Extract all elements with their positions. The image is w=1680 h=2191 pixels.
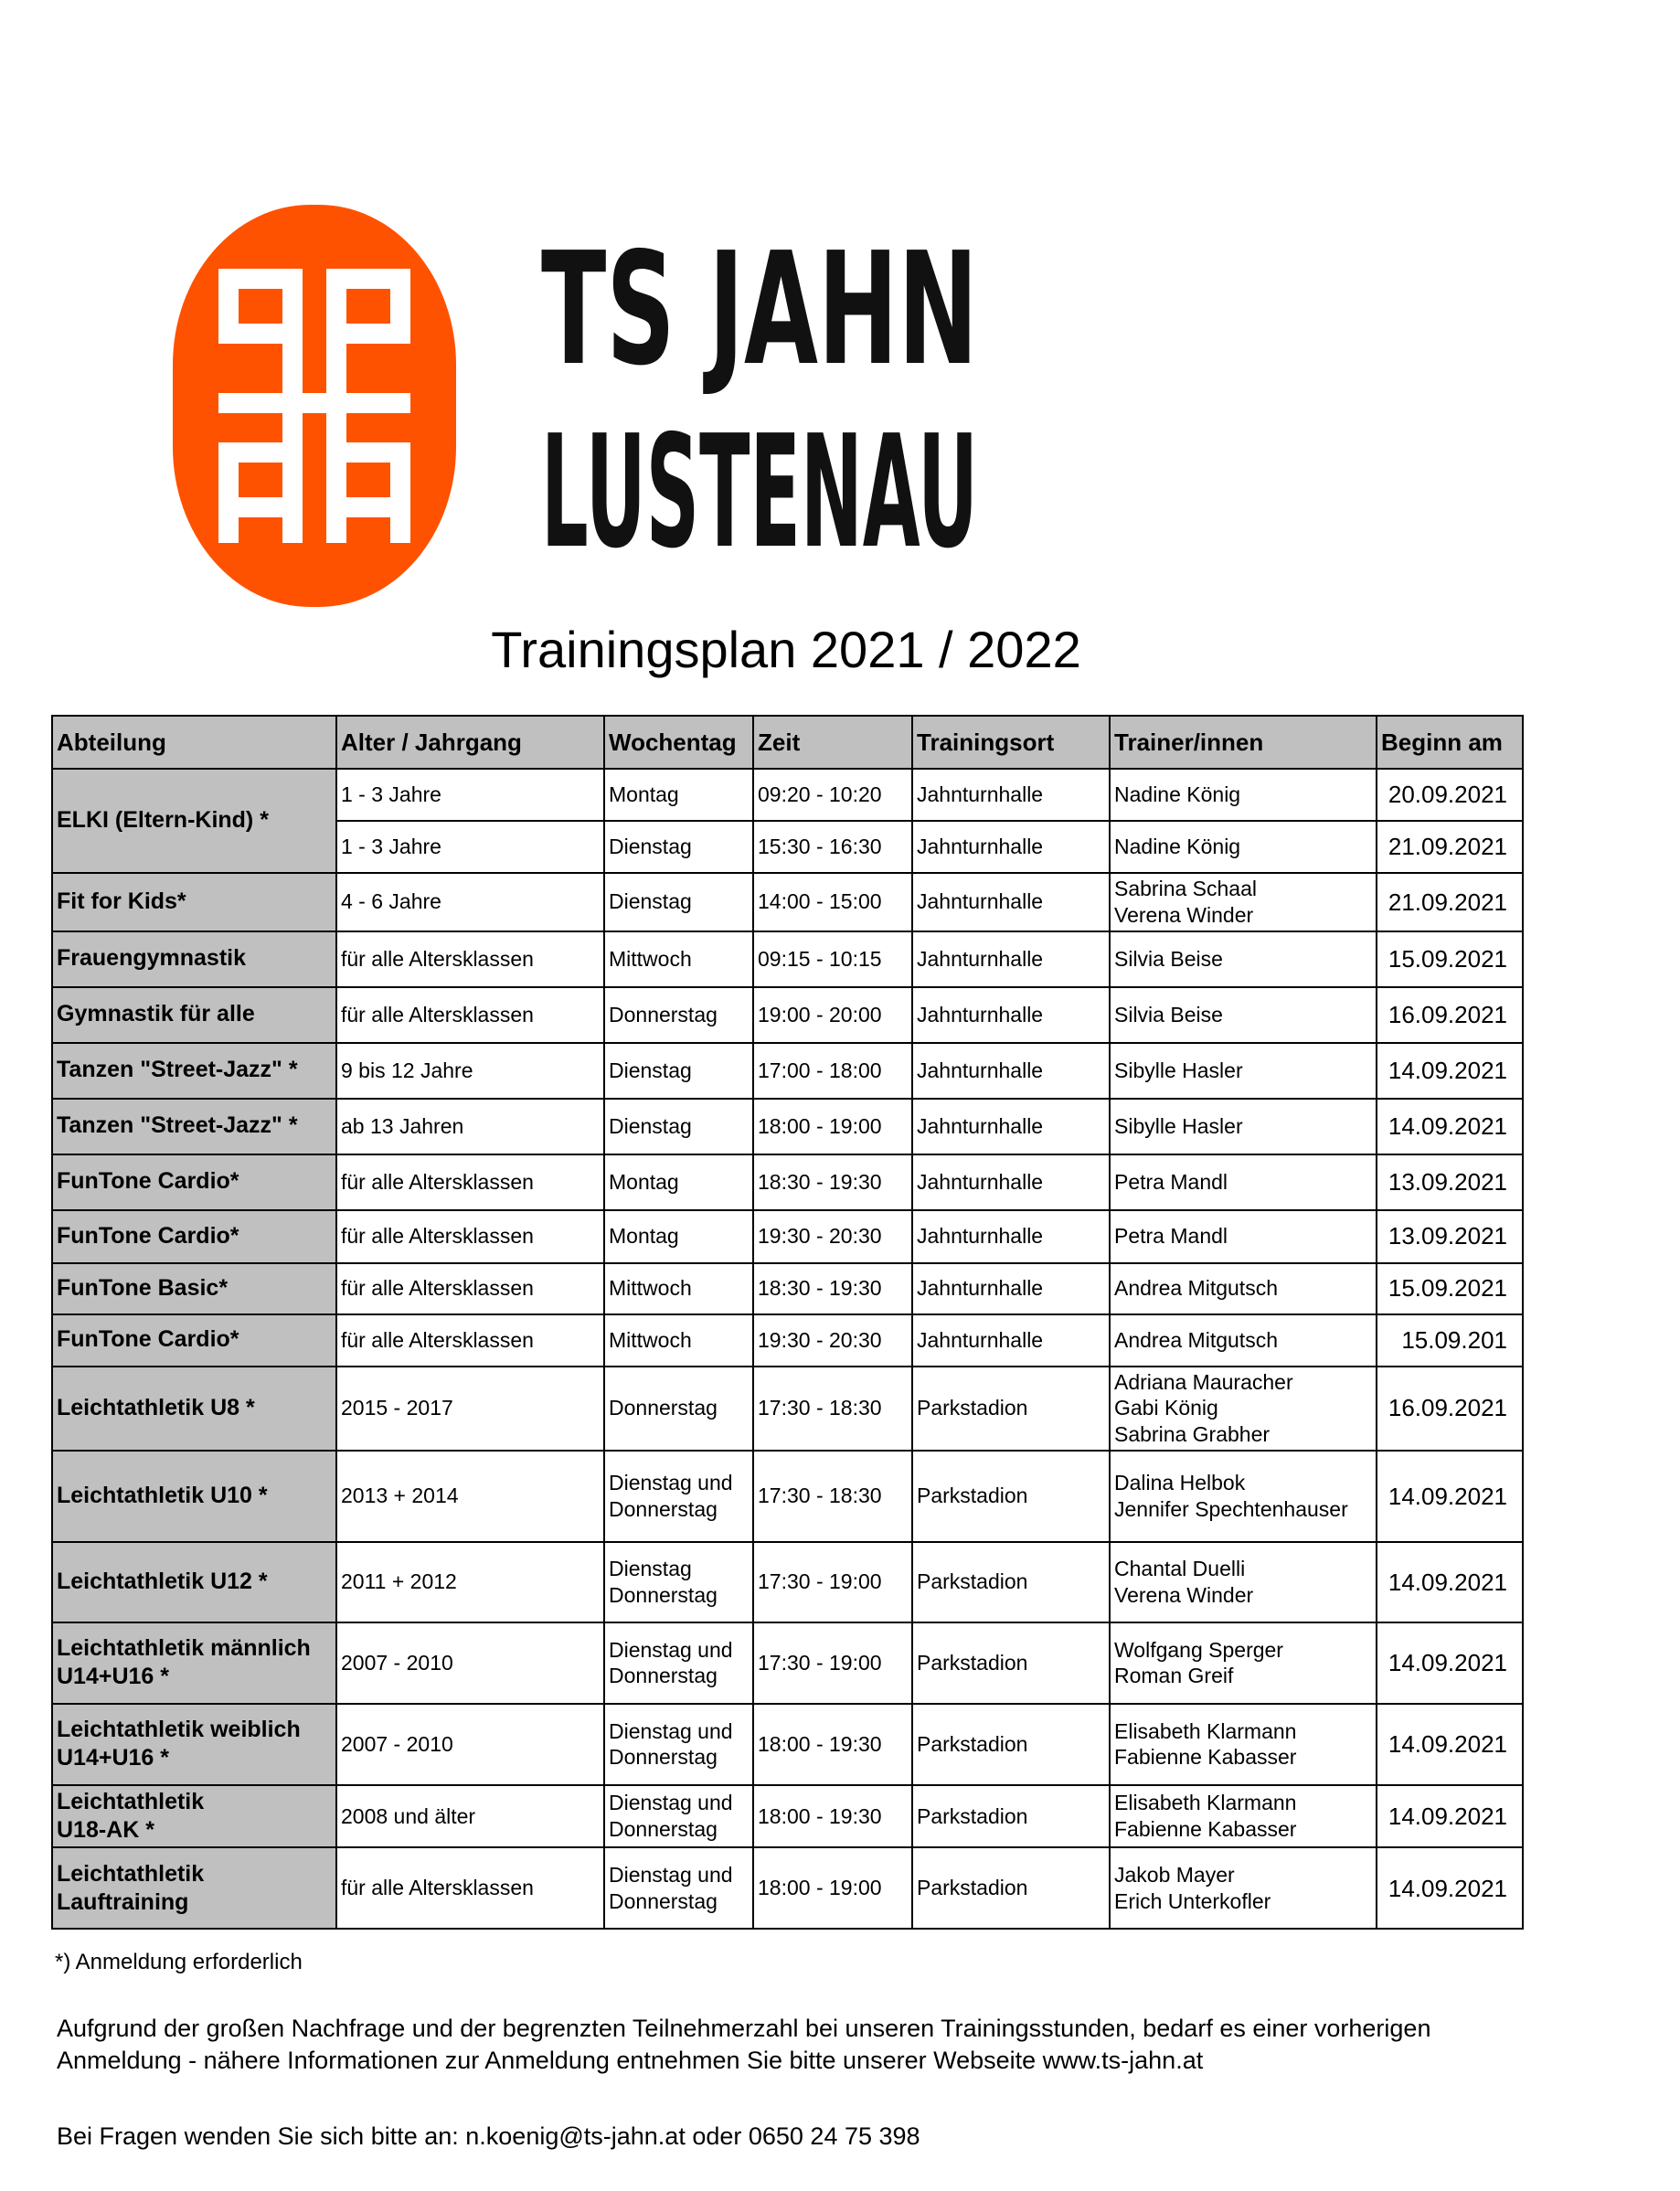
department-cell: FunTone Cardio* <box>52 1154 336 1210</box>
time-cell: 17:30 - 19:00 <box>753 1622 912 1704</box>
table-row <box>52 1099 1523 1154</box>
location-cell: Parkstadion <box>912 1785 1110 1848</box>
location-cell: Jahnturnhalle <box>912 821 1110 873</box>
header-time: Zeit <box>753 716 912 769</box>
footnote: *) Anmeldung erforderlich <box>55 1950 303 1974</box>
start-date-cell: 14.09.2021 <box>1377 1622 1523 1704</box>
department-cell: Leichtathletik Lauftraining <box>52 1847 336 1929</box>
start-date-cell: 21.09.2021 <box>1377 873 1523 931</box>
time-cell: 18:30 - 19:30 <box>753 1154 912 1210</box>
trainer-cell: Wolfgang Sperger Roman Greif <box>1110 1622 1377 1704</box>
training-schedule-table <box>51 715 1524 1930</box>
age-cell: für alle Altersklassen <box>336 1154 604 1210</box>
location-cell: Jahnturnhalle <box>912 1099 1110 1154</box>
time-cell: 17:30 - 18:30 <box>753 1451 912 1542</box>
start-date-cell: 14.09.2021 <box>1377 1847 1523 1929</box>
age-cell: ab 13 Jahren <box>336 1099 604 1154</box>
weekday-cell: Mittwoch <box>604 931 753 987</box>
time-cell: 09:15 - 10:15 <box>753 931 912 987</box>
logo-text-line2: LUSTENAU <box>541 402 978 583</box>
table-row <box>52 769 1523 821</box>
department-cell: FunTone Cardio* <box>52 1314 336 1367</box>
trainer-cell: Adriana Mauracher Gabi König Sabrina Grabher <box>1110 1367 1377 1451</box>
trainer-cell: Petra Mandl <box>1110 1210 1377 1263</box>
start-date-cell: 15.09.2021 <box>1377 931 1523 987</box>
time-cell: 15:30 - 16:30 <box>753 821 912 873</box>
weekday-cell: Dienstag und Donnerstag <box>604 1451 753 1542</box>
age-cell: 2007 - 2010 <box>336 1622 604 1704</box>
department-cell: Gymnastik für alle <box>52 987 336 1043</box>
location-cell: Jahnturnhalle <box>912 1043 1110 1099</box>
weekday-cell: Dienstag <box>604 1043 753 1099</box>
location-cell: Parkstadion <box>912 1622 1110 1704</box>
age-cell: für alle Altersklassen <box>336 987 604 1043</box>
age-cell: 1 - 3 Jahre <box>336 769 604 821</box>
start-date-cell: 14.09.2021 <box>1377 1099 1523 1154</box>
table-row <box>52 987 1523 1043</box>
table-row <box>52 1043 1523 1099</box>
start-date-cell: 16.09.2021 <box>1377 987 1523 1043</box>
age-cell: 2007 - 2010 <box>336 1704 604 1785</box>
department-cell: ELKI (Eltern-Kind) * <box>52 769 336 873</box>
start-date-cell: 14.09.2021 <box>1377 1704 1523 1785</box>
time-cell: 17:00 - 18:00 <box>753 1043 912 1099</box>
table-row <box>52 1704 1523 1785</box>
contact-info: Bei Fragen wenden Sie sich bitte an: n.koenig@ts-jahn.at oder 0650 24 75 398 <box>57 2122 920 2150</box>
department-cell: Tanzen "Street-Jazz" * <box>52 1043 336 1099</box>
time-cell: 17:30 - 18:30 <box>753 1367 912 1451</box>
club-logo-graphic <box>171 203 984 614</box>
trainer-cell: Sabrina Schaal Verena Winder <box>1110 873 1377 931</box>
start-date-cell: 14.09.2021 <box>1377 1785 1523 1848</box>
trainer-cell: Jakob Mayer Erich Unterkofler <box>1110 1847 1377 1929</box>
time-cell: 19:30 - 20:30 <box>753 1314 912 1367</box>
weekday-cell: Dienstag und Donnerstag <box>604 1847 753 1929</box>
weekday-cell: Dienstag <box>604 873 753 931</box>
department-cell: Frauengymnastik <box>52 931 336 987</box>
department-cell: FunTone Basic* <box>52 1263 336 1314</box>
age-cell: 9 bis 12 Jahre <box>336 1043 604 1099</box>
trainer-cell: Nadine König <box>1110 821 1377 873</box>
trainer-cell: Silvia Beise <box>1110 987 1377 1043</box>
location-cell: Jahnturnhalle <box>912 931 1110 987</box>
location-cell: Parkstadion <box>912 1542 1110 1622</box>
department-cell: Leichtathletik U10 * <box>52 1451 336 1542</box>
weekday-cell: Mittwoch <box>604 1314 753 1367</box>
time-cell: 18:30 - 19:30 <box>753 1263 912 1314</box>
table-row <box>52 1785 1523 1848</box>
age-cell: für alle Altersklassen <box>336 1263 604 1314</box>
trainer-cell: Chantal Duelli Verena Winder <box>1110 1542 1377 1622</box>
department-cell: FunTone Cardio* <box>52 1210 336 1263</box>
start-date-cell: 14.09.2021 <box>1377 1043 1523 1099</box>
weekday-cell: Donnerstag <box>604 1367 753 1451</box>
start-date-cell: 14.09.2021 <box>1377 1542 1523 1622</box>
location-cell: Jahnturnhalle <box>912 769 1110 821</box>
trainer-cell: Elisabeth Klarmann Fabienne Kabasser <box>1110 1785 1377 1848</box>
header-trainers: Trainer/innen <box>1110 716 1377 769</box>
start-date-cell: 21.09.2021 <box>1377 821 1523 873</box>
logo-text-line1: TS JAHN <box>541 219 978 400</box>
trainer-cell: Dalina Helbok Jennifer Spechtenhauser <box>1110 1451 1377 1542</box>
table-header-row <box>52 716 1523 769</box>
table-row <box>52 873 1523 931</box>
weekday-cell: Dienstag und Donnerstag <box>604 1785 753 1848</box>
department-cell: Leichtathletik U8 * <box>52 1367 336 1451</box>
location-cell: Jahnturnhalle <box>912 1210 1110 1263</box>
location-cell: Parkstadion <box>912 1367 1110 1451</box>
page-title: Trainingsplan 2021 / 2022 <box>491 621 1081 678</box>
time-cell: 19:00 - 20:00 <box>753 987 912 1043</box>
department-cell: Leichtathletik U12 * <box>52 1542 336 1622</box>
age-cell: für alle Altersklassen <box>336 1847 604 1929</box>
weekday-cell: Dienstag und Donnerstag <box>604 1622 753 1704</box>
time-cell: 14:00 - 15:00 <box>753 873 912 931</box>
trainer-cell: Nadine König <box>1110 769 1377 821</box>
location-cell: Jahnturnhalle <box>912 987 1110 1043</box>
start-date-cell: 20.09.2021 <box>1377 769 1523 821</box>
location-cell: Parkstadion <box>912 1704 1110 1785</box>
department-cell: Tanzen "Street-Jazz" * <box>52 1099 336 1154</box>
club-logo <box>171 203 984 614</box>
start-date-cell: 15.09.2021 <box>1377 1263 1523 1314</box>
weekday-cell: Montag <box>604 1154 753 1210</box>
table-row <box>52 1622 1523 1704</box>
weekday-cell: Dienstag und Donnerstag <box>604 1704 753 1785</box>
location-cell: Jahnturnhalle <box>912 1263 1110 1314</box>
department-cell: Fit for Kids* <box>52 873 336 931</box>
location-cell: Parkstadion <box>912 1847 1110 1929</box>
header-weekday: Wochentag <box>604 716 753 769</box>
age-cell: 2008 und älter <box>336 1785 604 1848</box>
start-date-cell: 14.09.2021 <box>1377 1451 1523 1542</box>
trainer-cell: Andrea Mitgutsch <box>1110 1314 1377 1367</box>
age-cell: 4 - 6 Jahre <box>336 873 604 931</box>
department-cell: Leichtathletik U18-AK * <box>52 1785 336 1848</box>
header-department: Abteilung <box>52 716 336 769</box>
trainer-cell: Silvia Beise <box>1110 931 1377 987</box>
time-cell: 18:00 - 19:30 <box>753 1704 912 1785</box>
age-cell: für alle Altersklassen <box>336 1314 604 1367</box>
trainer-cell: Sibylle Hasler <box>1110 1043 1377 1099</box>
table-row <box>52 1210 1523 1263</box>
time-cell: 18:00 - 19:00 <box>753 1847 912 1929</box>
registration-info: Aufgrund der großen Nachfrage und der begrenzten Teilnehmerzahl bei unseren Trainingsstunden, bedarf es einer vorherigen Anmeldung - nähere Informationen zur Anmeldung entnehmen Sie bitte unserer Webseite www.ts-jahn.at <box>57 2015 1431 2074</box>
time-cell: 18:00 - 19:00 <box>753 1099 912 1154</box>
weekday-cell: Mittwoch <box>604 1263 753 1314</box>
location-cell: Jahnturnhalle <box>912 1154 1110 1210</box>
start-date-cell: 13.09.2021 <box>1377 1210 1523 1263</box>
weekday-cell: Donnerstag <box>604 987 753 1043</box>
table-row <box>52 1451 1523 1542</box>
time-cell: 18:00 - 19:30 <box>753 1785 912 1848</box>
age-cell: 2011 + 2012 <box>336 1542 604 1622</box>
weekday-cell: Montag <box>604 1210 753 1263</box>
weekday-cell: Montag <box>604 769 753 821</box>
age-cell: 2013 + 2014 <box>336 1451 604 1542</box>
table-row <box>52 931 1523 987</box>
time-cell: 17:30 - 19:00 <box>753 1542 912 1622</box>
start-date-cell: 15.09.201 <box>1377 1314 1523 1367</box>
trainer-cell: Andrea Mitgutsch <box>1110 1263 1377 1314</box>
header-age: Alter / Jahrgang <box>336 716 604 769</box>
trainer-cell: Elisabeth Klarmann Fabienne Kabasser <box>1110 1704 1377 1785</box>
department-cell: Leichtathletik männlich U14+U16 * <box>52 1622 336 1704</box>
time-cell: 09:20 - 10:20 <box>753 769 912 821</box>
age-cell: 1 - 3 Jahre <box>336 821 604 873</box>
age-cell: für alle Altersklassen <box>336 1210 604 1263</box>
trainer-cell: Petra Mandl <box>1110 1154 1377 1210</box>
header-start-date: Beginn am <box>1377 716 1523 769</box>
trainer-cell: Sibylle Hasler <box>1110 1099 1377 1154</box>
department-cell: Leichtathletik weiblich U14+U16 * <box>52 1704 336 1785</box>
table-row <box>52 1367 1523 1451</box>
weekday-cell: Dienstag <box>604 1099 753 1154</box>
location-cell: Parkstadion <box>912 1451 1110 1542</box>
table-row <box>52 1847 1523 1929</box>
table-row <box>52 1154 1523 1210</box>
location-cell: Jahnturnhalle <box>912 1314 1110 1367</box>
time-cell: 19:30 - 20:30 <box>753 1210 912 1263</box>
location-cell: Jahnturnhalle <box>912 873 1110 931</box>
table-row <box>52 1542 1523 1622</box>
age-cell: für alle Altersklassen <box>336 931 604 987</box>
header-location: Trainingsort <box>912 716 1110 769</box>
weekday-cell: Dienstag Donnerstag <box>604 1542 753 1622</box>
table-row <box>52 1263 1523 1314</box>
start-date-cell: 13.09.2021 <box>1377 1154 1523 1210</box>
table-row <box>52 1314 1523 1367</box>
start-date-cell: 16.09.2021 <box>1377 1367 1523 1451</box>
age-cell: 2015 - 2017 <box>336 1367 604 1451</box>
weekday-cell: Dienstag <box>604 821 753 873</box>
